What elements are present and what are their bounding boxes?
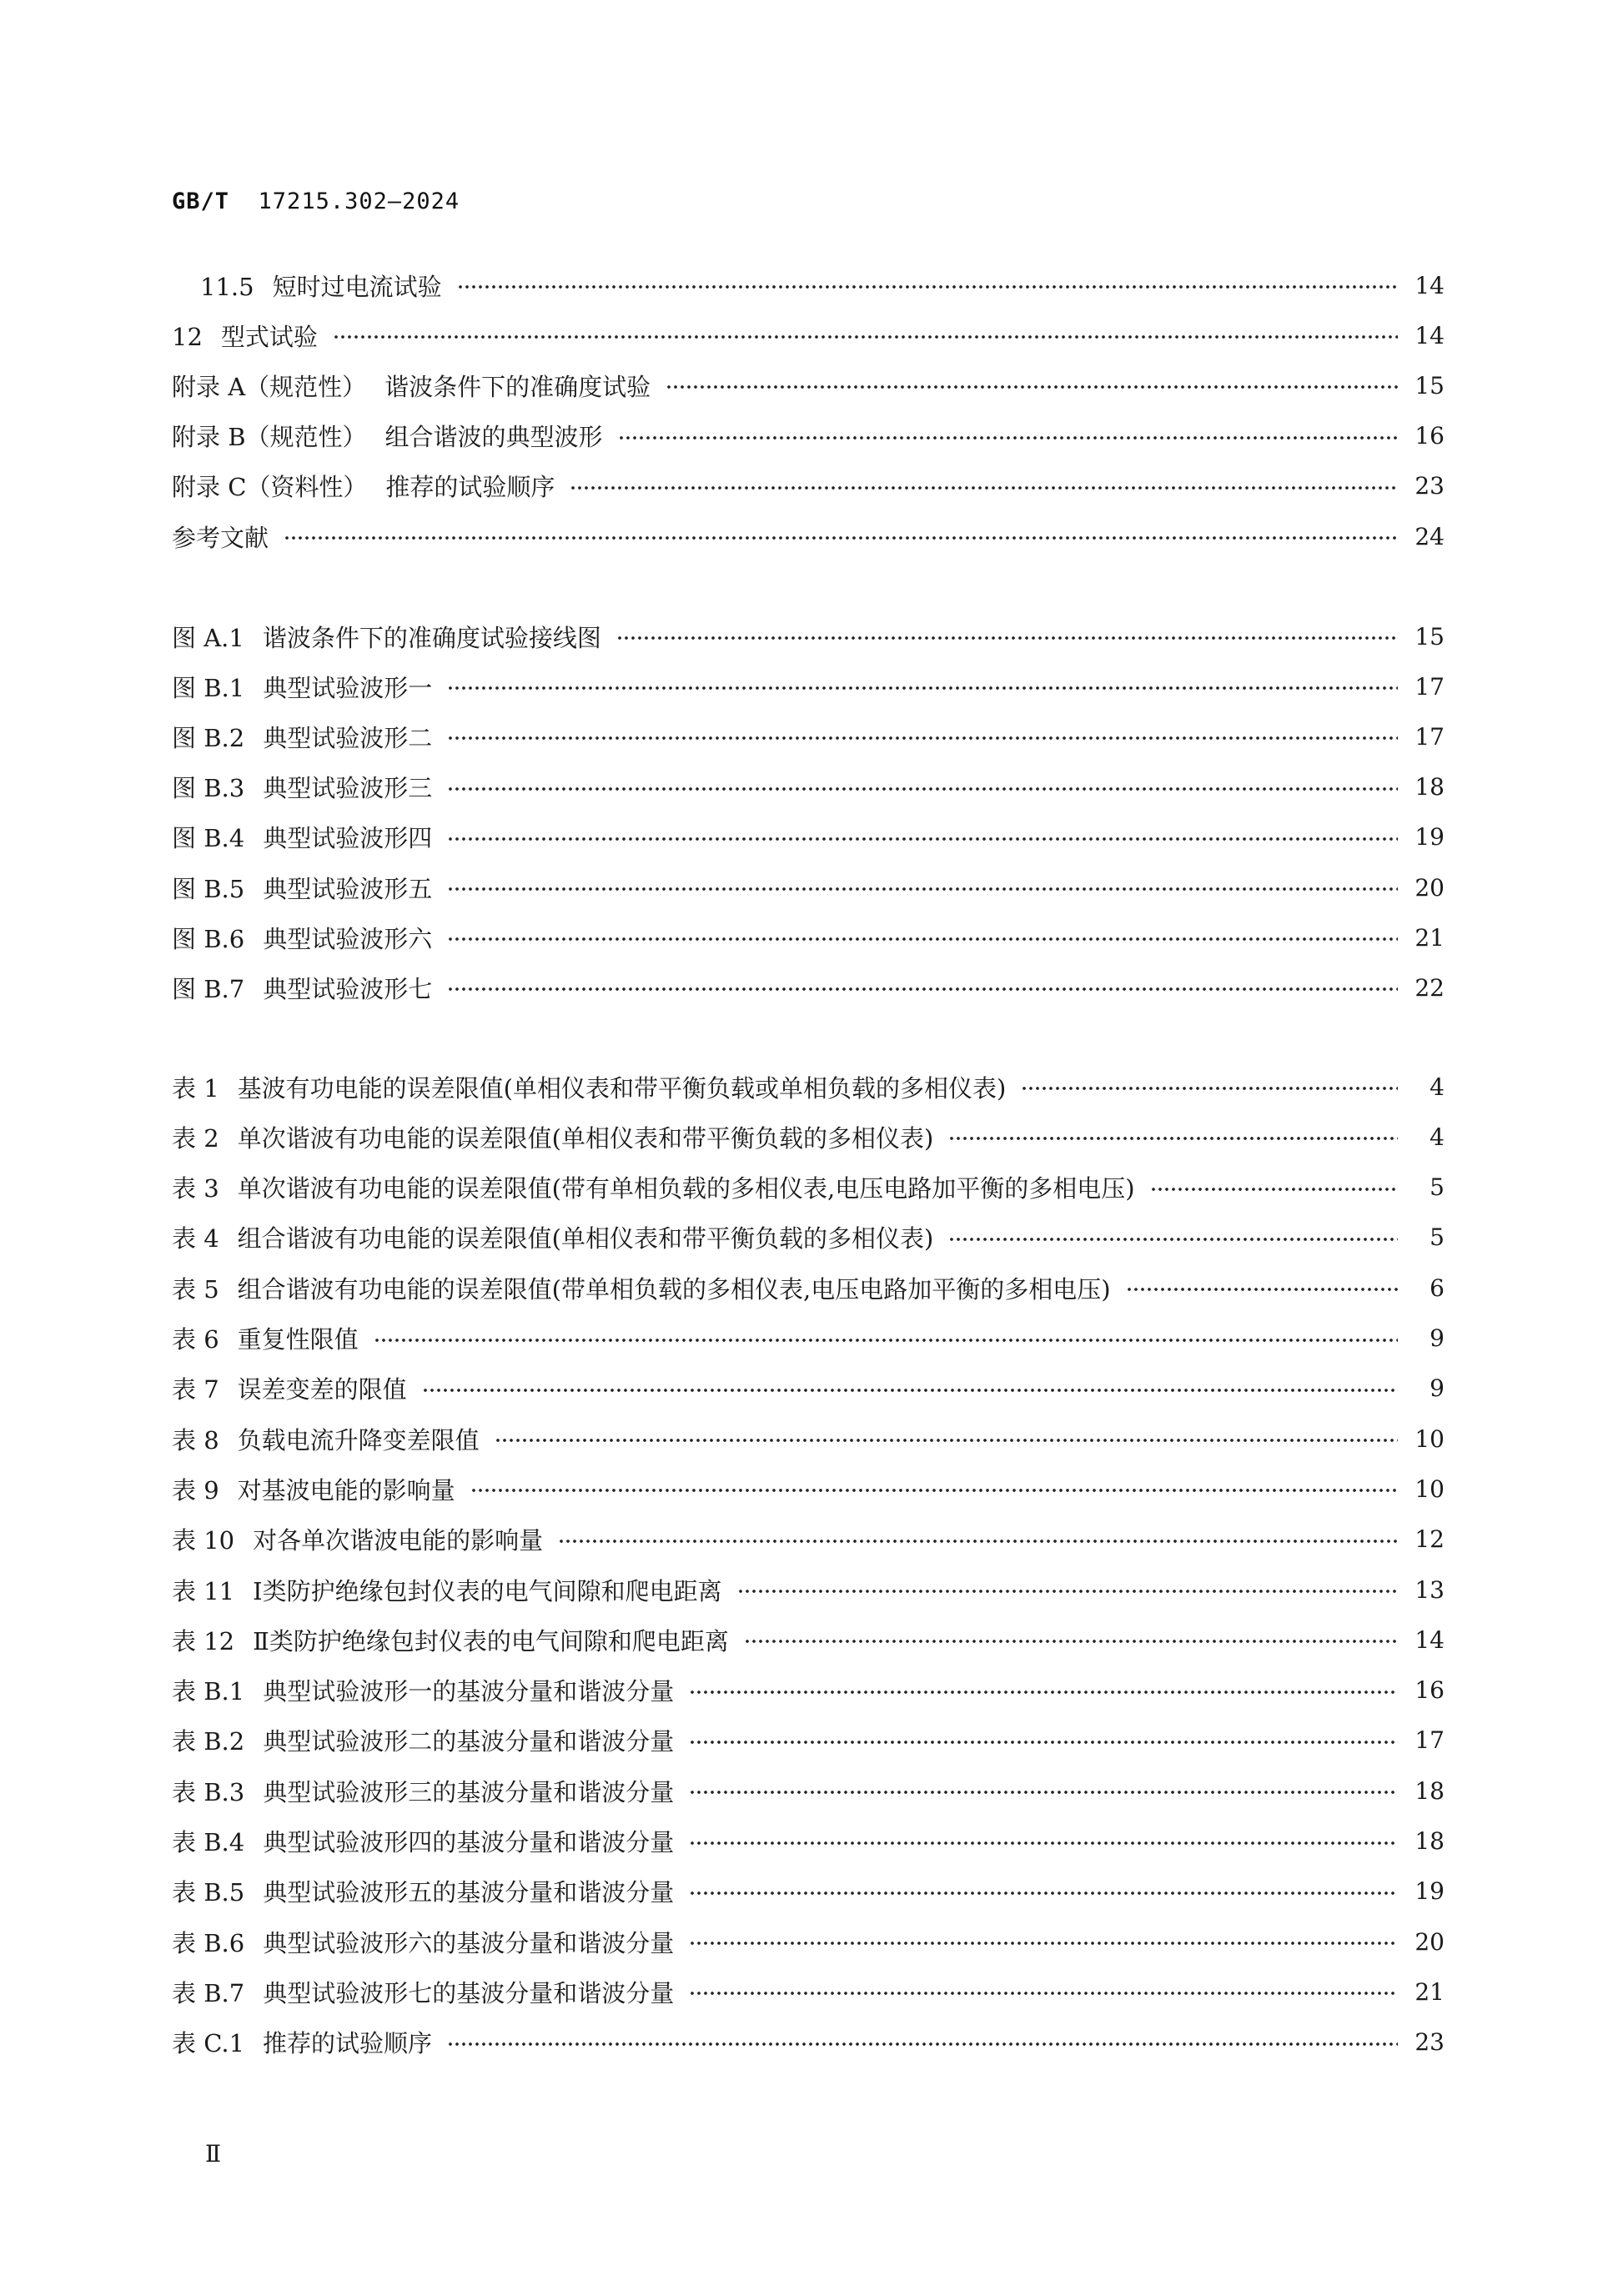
toc-entry-title: 典型试验波形六的基波分量和谐波分量	[263, 1928, 675, 1957]
toc-entry-page: 17	[1414, 722, 1445, 751]
toc-entry-title: 典型试验波形二的基波分量和谐波分量	[263, 1727, 675, 1756]
toc-entry-page: 13	[1414, 1575, 1445, 1604]
dot-leader	[558, 1538, 1398, 1545]
toc-entry-table[interactable]	[172, 1571, 1445, 1608]
toc-entry-number: 图 B.5	[172, 874, 245, 903]
toc-entry-number: 表 B.1	[172, 1677, 245, 1706]
toc-entry-label	[172, 1824, 689, 1858]
toc-entry-page: 23	[1414, 472, 1445, 500]
toc-entry-page: 9	[1430, 1324, 1445, 1352]
toc-entry-label	[172, 1070, 1021, 1104]
toc-entry-section[interactable]	[172, 267, 1445, 304]
toc-entry-table[interactable]	[172, 1068, 1445, 1105]
toc-entry-table[interactable]	[172, 1621, 1445, 1658]
toc-entry-page: 4	[1430, 1073, 1445, 1101]
toc-entry-page: 10	[1414, 1424, 1445, 1453]
toc-entry-figure[interactable]	[172, 769, 1445, 806]
toc-entry-figure[interactable]	[172, 869, 1445, 906]
dot-leader	[689, 1890, 1398, 1897]
toc-entry-label	[172, 1422, 495, 1456]
toc-entry-label	[172, 1723, 689, 1757]
toc-entry-label	[172, 770, 447, 804]
standard-prefix: GB/T	[172, 188, 230, 214]
dot-leader	[457, 284, 1398, 290]
toc-entry-number: 表 4	[172, 1224, 219, 1254]
toc-entry-number: 表 B.2	[172, 1727, 245, 1756]
toc-entry-number: 表 3	[172, 1174, 219, 1203]
toc-entry-label	[172, 319, 333, 353]
toc-entry-section[interactable]	[172, 418, 1445, 455]
toc-entry-title: 型式试验	[220, 322, 318, 351]
toc-entry-title: 单次谐波有功电能的误差限值(单相仪表和带平衡负载的多相仪表)	[237, 1123, 934, 1153]
toc-entry-label	[172, 1321, 374, 1355]
document-code	[172, 188, 460, 214]
toc-entry-page: 10	[1414, 1475, 1445, 1503]
toc-entry-number: 附录 B（规范性）	[172, 423, 367, 452]
toc-entry-title: 误差变差的限值	[237, 1375, 407, 1404]
toc-entry-page: 20	[1414, 873, 1445, 902]
toc-entry-title: 典型试验波形二	[263, 723, 433, 752]
toc-entry-page: 20	[1414, 1927, 1445, 1956]
toc-entry-page: 14	[1414, 1625, 1445, 1654]
toc-entry-label	[172, 670, 447, 704]
dot-leader	[689, 1990, 1398, 1997]
toc-entry-section[interactable]	[172, 468, 1445, 505]
toc-entry-page: 19	[1414, 823, 1445, 852]
toc-entry-number: 表 B.4	[172, 1828, 245, 1856]
dot-leader	[744, 1638, 1398, 1645]
toc-entry-label	[172, 419, 618, 453]
toc-entry-label	[172, 871, 447, 905]
toc-entry-page: 5	[1430, 1223, 1445, 1252]
toc-entry-figure[interactable]	[172, 718, 1445, 755]
toc-entry-table[interactable]	[172, 1269, 1445, 1306]
toc-entry-page: 5	[1430, 1173, 1445, 1202]
toc-entry-number: 附录 A（规范性）	[172, 372, 367, 401]
toc-entry-label	[172, 1271, 1126, 1305]
toc-entry-table[interactable]	[172, 1219, 1445, 1256]
toc-entry-table[interactable]	[172, 2024, 1445, 2061]
toc-entry-label	[172, 520, 284, 554]
toc-entry-title: 典型试验波形三	[263, 774, 433, 803]
toc-entry-number: 表 5	[172, 1274, 219, 1304]
toc-entry-number: 表 B.6	[172, 1928, 245, 1957]
toc-entry-page: 4	[1430, 1123, 1445, 1151]
dot-leader	[284, 535, 1398, 541]
toc-entry-title: 谐波条件下的准确度试验	[384, 372, 651, 401]
toc-entry-label	[172, 369, 666, 403]
dot-leader	[447, 786, 1398, 792]
toc-entry-page: 18	[1414, 1827, 1445, 1855]
toc-entry-number: 表 8	[172, 1425, 219, 1454]
toc-entry-label	[172, 1220, 948, 1254]
toc-entry-number: 图 A.1	[172, 623, 244, 652]
toc-entry-number: 表 B.3	[172, 1777, 245, 1806]
toc-entry-page: 17	[1414, 672, 1445, 701]
toc-entry-title: 单次谐波有功电能的误差限值(带有单相负载的多相仪表,电压电路加平衡的多相电压)	[237, 1174, 1135, 1203]
toc-entry-title: 典型试验波形四的基波分量和谐波分量	[263, 1828, 675, 1856]
toc-entry-label	[172, 1170, 1150, 1204]
toc-entry-table[interactable]	[172, 1118, 1445, 1155]
toc-entry-number: 表 B.5	[172, 1878, 245, 1907]
dot-leader	[447, 936, 1398, 942]
toc-entry-title: Ⅱ类防护绝缘包封仪表的电气间隙和爬电距离	[253, 1626, 729, 1655]
toc-entry-title: 典型试验波形三的基波分量和谐波分量	[263, 1777, 675, 1806]
toc-entry-table[interactable]	[172, 1973, 1445, 2010]
toc-entry-table[interactable]	[172, 1420, 1445, 1457]
toc-entry-page: 6	[1430, 1274, 1445, 1302]
toc-entry-table[interactable]	[172, 1873, 1445, 1910]
toc-entry-figure[interactable]	[172, 618, 1445, 655]
toc-entry-table[interactable]	[172, 1521, 1445, 1558]
dot-leader	[618, 435, 1398, 441]
toc-entry-page: 18	[1414, 773, 1445, 801]
dot-leader	[1021, 1085, 1398, 1092]
toc-entry-table[interactable]	[172, 1923, 1445, 1960]
toc-entry-title: 典型试验波形五的基波分量和谐波分量	[263, 1878, 675, 1907]
toc-entry-page: 16	[1414, 422, 1445, 450]
toc-entry-section[interactable]	[172, 367, 1445, 404]
toc-entry-page: 12	[1414, 1525, 1445, 1554]
toc-entry-table[interactable]	[172, 1823, 1445, 1860]
toc-entry-page: 24	[1414, 522, 1445, 550]
toc-entry-label	[172, 1371, 422, 1405]
toc-entry-number: 表 10	[172, 1526, 235, 1555]
dot-leader	[447, 735, 1398, 741]
toc-entry-figure[interactable]	[172, 969, 1445, 1006]
dot-leader	[666, 384, 1398, 390]
toc-entry-number: 图 B.2	[172, 723, 245, 752]
toc-entry-page: 16	[1414, 1676, 1445, 1705]
toc-entry-number: 图 B.1	[172, 673, 245, 702]
toc-entry-label	[172, 1472, 470, 1506]
dot-leader	[689, 1789, 1398, 1796]
dot-leader	[570, 485, 1398, 491]
toc-entry-table[interactable]	[172, 1470, 1445, 1507]
dot-leader	[1150, 1186, 1398, 1193]
toc-entry-number: 表 11	[172, 1576, 235, 1605]
toc-entry-page: 9	[1430, 1374, 1445, 1403]
toc-entry-title: 典型试验波形五	[263, 874, 433, 903]
toc-entry-figure[interactable]	[172, 668, 1445, 705]
dot-leader	[470, 1487, 1398, 1494]
toc-entry-number: 表 9	[172, 1475, 219, 1505]
dot-leader	[495, 1437, 1398, 1444]
toc-entry-table[interactable]	[172, 1772, 1445, 1809]
toc-entry-page: 18	[1414, 1776, 1445, 1805]
toc-entry-title: 推荐的试验顺序	[263, 2029, 433, 2058]
toc-entry-title: 谐波条件下的准确度试验接线图	[262, 623, 601, 652]
toc-entry-title: 组合谐波有功电能的误差限值(带单相负载的多相仪表,电压电路加平衡的多相电压)	[237, 1274, 1111, 1304]
toc-entry-number: 11.5	[200, 272, 254, 301]
toc-entry-page: 17	[1414, 1726, 1445, 1755]
dot-leader	[447, 886, 1398, 892]
toc-entry-table[interactable]	[172, 1722, 1445, 1759]
toc-entry-page: 23	[1414, 2028, 1445, 2057]
dot-leader	[689, 1840, 1398, 1846]
toc-entry-table[interactable]	[172, 1320, 1445, 1357]
toc-entry-title: 典型试验波形一的基波分量和谐波分量	[263, 1677, 675, 1706]
toc-entry-title: 参考文献	[172, 523, 269, 552]
dot-leader	[333, 334, 1398, 340]
dot-leader	[447, 685, 1398, 691]
toc-entry-label	[172, 1522, 558, 1556]
toc-entry-page: 14	[1414, 271, 1445, 299]
toc-entry-table[interactable]	[172, 1370, 1445, 1407]
toc-entry-title: 组合谐波有功电能的误差限值(单相仪表和带平衡负载的多相仪表)	[237, 1224, 934, 1254]
toc-entry-number: 12	[172, 322, 203, 351]
toc-entry-label	[200, 269, 457, 303]
dot-leader	[374, 1337, 1398, 1344]
toc-entry-number: 表 7	[172, 1375, 219, 1404]
toc-entry-table[interactable]	[172, 1672, 1445, 1709]
toc-entry-number: 图 B.3	[172, 774, 245, 803]
toc-entry-page: 14	[1414, 321, 1445, 349]
page-number: Ⅱ	[205, 2140, 222, 2168]
dot-leader	[689, 1940, 1398, 1947]
toc-entry-title: 典型试验波形四	[263, 824, 433, 853]
toc-entry-label	[172, 1573, 737, 1607]
toc-entry-number: 图 B.4	[172, 824, 245, 853]
toc-entry-number: 表 1	[172, 1073, 219, 1103]
toc-entry-title: 短时过电流试验	[272, 272, 442, 301]
toc-entry-figure[interactable]	[172, 819, 1445, 856]
toc-entry-title: 典型试验波形七	[263, 974, 433, 1003]
toc-entry-title: 对各单次谐波电能的影响量	[253, 1526, 544, 1555]
toc-entry-section[interactable]	[172, 518, 1445, 555]
dot-leader	[948, 1135, 1398, 1142]
toc-entry-label	[172, 1975, 689, 2009]
toc-entry-label	[172, 469, 570, 503]
dot-leader	[422, 1387, 1398, 1394]
toc-entry-title: 典型试验波形七的基波分量和谐波分量	[263, 1978, 675, 2007]
toc-entry-page: 15	[1414, 371, 1445, 399]
toc-entry-page: 19	[1414, 1877, 1445, 1906]
toc-entry-number: 图 B.6	[172, 924, 245, 953]
toc-entry-title: 负载电流升降变差限值	[237, 1425, 480, 1454]
toc-entry-page: 21	[1414, 1977, 1445, 2006]
dot-leader	[689, 1739, 1398, 1746]
dot-leader	[447, 2041, 1398, 2047]
dot-leader	[737, 1588, 1398, 1595]
toc-entry-label	[172, 820, 447, 854]
toc-entry-title: Ⅰ类防护绝缘包封仪表的电气间隙和爬电距离	[253, 1576, 722, 1605]
toc-entry-label	[172, 1120, 948, 1154]
toc-entry-label	[172, 620, 616, 654]
toc-entry-number: 表 C.1	[172, 2029, 245, 2058]
toc-entry-page: 15	[1414, 622, 1445, 651]
toc-entry-label	[172, 1925, 689, 1959]
toc-entry-page: 22	[1414, 973, 1445, 1002]
toc-entry-number: 表 2	[172, 1123, 219, 1153]
toc-entry-title: 组合谐波的典型波形	[384, 423, 603, 452]
toc-entry-table[interactable]	[172, 1169, 1445, 1206]
toc-entry-title: 基波有功电能的误差限值(单相仪表和带平衡负载或单相负载的多相仪表)	[237, 1073, 1007, 1103]
dot-leader	[616, 635, 1398, 641]
toc-entry-page: 21	[1414, 923, 1445, 952]
toc-entry-number: 图 B.7	[172, 974, 245, 1003]
toc-entry-section[interactable]	[172, 317, 1445, 354]
toc-entry-label	[172, 921, 447, 955]
toc-entry-number: 表 12	[172, 1626, 235, 1655]
toc-entry-number: 附录 C（资料性）	[172, 473, 368, 502]
toc-entry-number: 表 6	[172, 1325, 219, 1354]
toc-entry-label	[172, 971, 447, 1005]
toc-entry-label	[172, 720, 447, 754]
dot-leader	[447, 836, 1398, 842]
dot-leader	[1126, 1286, 1398, 1293]
toc-entry-title: 推荐的试验顺序	[385, 473, 555, 502]
toc-entry-title: 典型试验波形一	[263, 673, 433, 702]
dot-leader	[948, 1236, 1398, 1243]
toc-entry-label	[172, 1623, 744, 1657]
toc-entry-label	[172, 1874, 689, 1908]
toc-entry-title: 典型试验波形六	[263, 924, 433, 953]
toc-entry-title: 对基波电能的影响量	[237, 1475, 455, 1505]
dot-leader	[689, 1689, 1398, 1696]
toc-entry-number: 表 B.7	[172, 1978, 245, 2007]
toc-entry-label	[172, 1774, 689, 1808]
toc-entry-label	[172, 1673, 689, 1707]
toc-entry-figure[interactable]	[172, 919, 1445, 956]
toc-entry-label	[172, 2025, 447, 2059]
standard-number: 17215.302—2024	[258, 188, 460, 214]
toc-entry-title: 重复性限值	[237, 1325, 359, 1354]
dot-leader	[447, 986, 1398, 992]
